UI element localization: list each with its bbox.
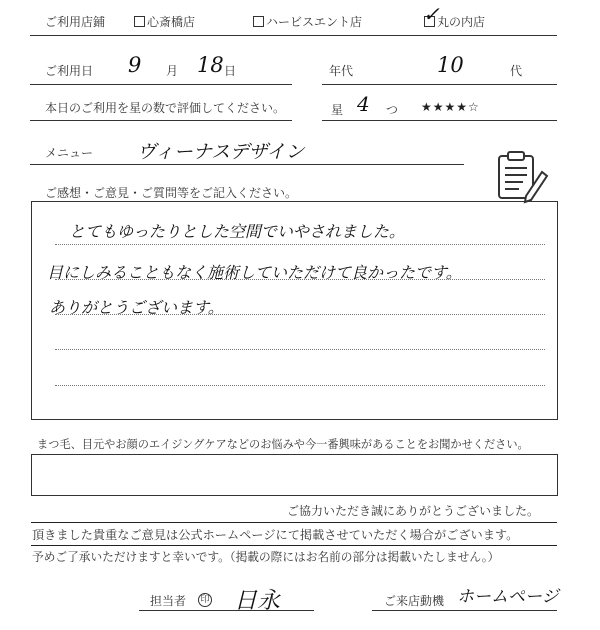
date-month-unit: 月 [166, 64, 179, 78]
reason-label: ご来店動機 [384, 594, 445, 608]
age-value: 10 [437, 53, 464, 77]
rating-label: 星 [331, 103, 344, 117]
store-option-marunouchi[interactable]: 丸の内店 [424, 13, 485, 30]
notice-line-2: 予めご了承いただけますと幸いです。（掲載の際にはお名前の部分は掲載いたしません。） [32, 550, 500, 564]
feedback-line-2: 目にしみることもなく施術していただけて良かったです。 [47, 263, 462, 282]
clipboard-pencil-icon [493, 148, 549, 204]
concerns-label: まつ毛、目元やお顔のエイジングケアなどのお悩みや今一番興味があることをお聞かせください。 [37, 438, 529, 451]
menu-label: メニュー [45, 146, 94, 160]
rating-prompt-underline [30, 120, 292, 121]
date-month-value: 9 [128, 53, 142, 77]
reason-value: ホームページ [457, 587, 559, 607]
feedback-line-1: とてもゆったりとした空間でいやされました。 [69, 222, 405, 241]
concerns-box[interactable] [31, 454, 558, 496]
feedback-rule [55, 385, 545, 386]
feedback-rule [55, 314, 545, 315]
date-day-unit: 日 [224, 64, 237, 78]
feedback-rule [55, 349, 545, 350]
date-day-value: 18 [197, 53, 224, 77]
staff-name: 日永 [234, 588, 280, 614]
feedback-rule [55, 279, 545, 280]
notice-rule-top [31, 522, 557, 523]
date-underline [30, 84, 292, 85]
date-label: ご利用日 [45, 64, 94, 78]
star-rating-icons: ★★★★☆ [421, 100, 480, 114]
thanks-message: ご協力いただき誠にありがとうございました。 [287, 504, 540, 518]
rating-prompt: 本日のご利用を星の数で評価してください。 [45, 101, 286, 115]
seal-icon: 印 [198, 593, 212, 607]
checkbox-icon [253, 16, 264, 27]
age-unit: 代 [510, 64, 523, 78]
check-mark-icon: ✓ [423, 2, 440, 26]
reason-underline [372, 610, 557, 611]
notice-rule-middle [31, 545, 557, 546]
menu-underline [30, 164, 464, 165]
staff-underline [139, 610, 314, 611]
age-label: 年代 [329, 64, 354, 78]
store-option-shinsaibashi[interactable]: 心斎橋店 [134, 13, 195, 30]
store-label: ご利用店鋪 [45, 15, 106, 29]
rating-value: 4 [357, 92, 370, 116]
checkbox-icon [134, 16, 145, 27]
store-underline [30, 35, 557, 36]
rating-unit: つ [386, 103, 399, 117]
feedback-label: ご感想・ご意見・ご質問等をご記入ください。 [45, 186, 298, 200]
notice-line-1: 頂きました貴重なご意見は公式ホームページにて掲載させていただく場合がございます。 [32, 528, 519, 542]
menu-value: ヴィーナスデザイン [137, 141, 305, 163]
age-underline [322, 84, 557, 85]
rating-underline [322, 120, 557, 121]
store-option-herbis-ent[interactable]: ハービスエント店 [253, 13, 362, 30]
feedback-rule [55, 244, 545, 245]
staff-label: 担当者 [150, 594, 187, 608]
feedback-line-3: ありがとうございます。 [49, 298, 224, 317]
